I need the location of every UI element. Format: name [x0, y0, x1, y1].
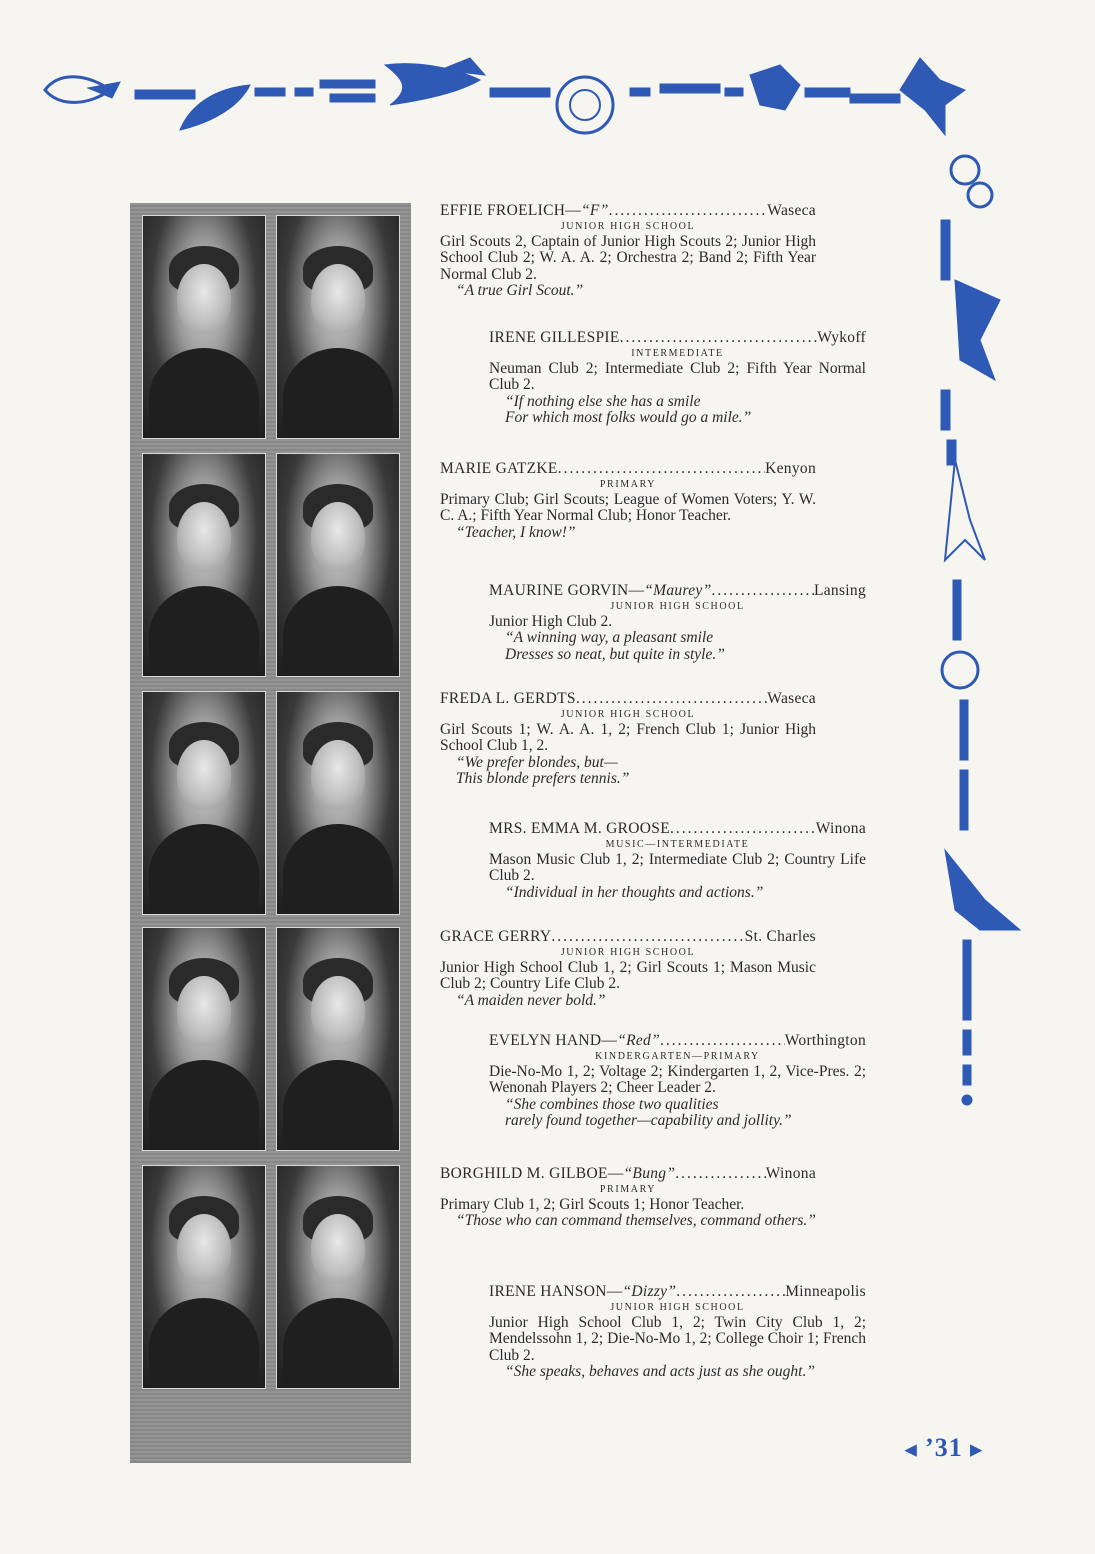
student-nickname: “F”	[581, 202, 609, 219]
portrait-photo	[276, 453, 400, 677]
portrait-photo	[276, 215, 400, 439]
student-hometown: Waseca	[767, 202, 816, 219]
student-quote: “Individual in her thoughts and actions.”	[505, 883, 764, 901]
student-quote: “If nothing else she has a smile For which most folks would go a mile.”	[505, 392, 752, 426]
student-department: JUNIOR HIGH SCHOOL	[610, 1301, 745, 1313]
student-name: BORGHILD M. GILBOE—	[440, 1165, 624, 1182]
student-name: IRENE HANSON—	[489, 1283, 623, 1300]
student-activities: Die-No-Mo 1, 2; Voltage 2; Kindergarten 1, 2, Vice-Pres. 2; Wenonah Players 2; Cheer Leader 2.	[489, 1062, 866, 1096]
student-entry	[440, 691, 816, 788]
student-activities: Girl Scouts 1; W. A. A. 1, 2; French Club 1; Junior High School Club 1, 2.	[440, 720, 816, 754]
student-department: KINDERGARTEN—PRIMARY	[595, 1050, 760, 1062]
student-entry	[489, 1033, 866, 1130]
student-department: JUNIOR HIGH SCHOOL	[560, 220, 696, 232]
portrait-photo	[276, 691, 400, 915]
photo-panel	[130, 203, 411, 1463]
student-quote: “She speaks, behaves and acts just as she ought.”	[505, 1363, 815, 1380]
portrait-photo	[142, 691, 266, 915]
student-activities: Junior High School Club 1, 2; Twin City Club 1, 2; Mendelssohn 1, 2; Die-No-Mo 1, 2; College Choir 1; French Club 2.	[489, 1313, 866, 1364]
student-activities: Junior High School Club 1, 2; Girl Scouts 1; Mason Music Club 2; Country Life Club 2.	[440, 958, 816, 992]
student-quote: “Those who can command themselves, command others.”	[456, 1212, 816, 1229]
student-name: GRACE GERRY	[440, 928, 552, 945]
student-activities: Primary Club 1, 2; Girl Scouts 1; Honor Teacher.	[440, 1195, 745, 1213]
student-hometown: Worthington	[784, 1032, 866, 1049]
student-quote: “A maiden never bold.”	[456, 991, 606, 1009]
decorative-top-border	[40, 50, 1040, 160]
student-nickname: “Maurey”	[644, 582, 712, 599]
student-name: MARIE GATZKE	[440, 460, 558, 477]
student-department: INTERMEDIATE	[631, 347, 724, 359]
portrait-photo	[276, 927, 400, 1151]
student-hometown: Winona	[765, 1165, 816, 1182]
decorative-right-border	[925, 140, 1035, 1180]
student-hometown: Kenyon	[765, 460, 816, 477]
student-name: MAURINE GORVIN—	[489, 582, 645, 599]
student-entry	[440, 929, 816, 1009]
student-hometown: Waseca	[767, 690, 816, 707]
student-department: PRIMARY	[599, 1183, 657, 1195]
portrait-photo	[276, 1165, 400, 1389]
student-name: IRENE GILLESPIE	[489, 329, 620, 346]
student-entry	[440, 461, 816, 541]
student-hometown: Lansing	[813, 582, 866, 599]
student-department: JUNIOR HIGH SCHOOL	[610, 600, 745, 612]
student-activities: Girl Scouts 2, Captain of Junior High Scouts 2; Junior High School Club 2; W. A. A. 2; Orchestra 2; Band 2; Fifth Year Normal Club 2.	[440, 232, 816, 283]
student-department: MUSIC—INTERMEDIATE	[605, 838, 750, 850]
student-hometown: Winona	[815, 820, 866, 837]
portrait-photo	[142, 927, 266, 1151]
student-quote: “Teacher, I know!”	[456, 523, 576, 541]
student-quote: “A winning way, a pleasant smile Dresses so neat, but quite in style.”	[505, 629, 725, 663]
student-quote: “A true Girl Scout.”	[456, 282, 584, 299]
student-name: EFFIE FROELICH—	[440, 202, 581, 219]
student-name: EVELYN HAND—	[489, 1032, 618, 1049]
student-activities: Mason Music Club 1, 2; Intermediate Club 2; Country Life Club 2.	[489, 850, 866, 884]
page-number-text: ’31	[925, 1433, 963, 1462]
student-quote: “She combines those two qualities rarely found together—capability and jollity.”	[505, 1095, 792, 1129]
student-entry	[440, 203, 816, 300]
page-number	[905, 1433, 983, 1463]
student-hometown: Wykoff	[817, 329, 866, 346]
student-entry	[489, 1284, 866, 1381]
student-entry	[489, 583, 866, 663]
student-entry	[440, 1166, 816, 1230]
student-entry	[489, 330, 866, 427]
left-ornament-icon: ◀	[905, 1442, 918, 1459]
student-name: MRS. EMMA M. GROOSE	[489, 820, 670, 837]
student-department: JUNIOR HIGH SCHOOL	[560, 708, 696, 720]
portrait-photo	[142, 453, 266, 677]
student-entry	[489, 821, 866, 901]
student-quote: “We prefer blondes, but— This blonde prefers tennis.”	[456, 753, 630, 787]
student-activities: Neuman Club 2; Intermediate Club 2; Fifth Year Normal Club 2.	[489, 359, 866, 393]
portrait-photo	[142, 1165, 266, 1389]
student-activities: Primary Club; Girl Scouts; League of Women Voters; Y. W. C. A.; Fifth Year Normal Club; Honor Teacher.	[440, 490, 816, 524]
student-nickname: “Dizzy”	[622, 1283, 677, 1300]
student-nickname: “Bung”	[623, 1165, 676, 1182]
student-department: JUNIOR HIGH SCHOOL	[560, 946, 696, 958]
student-activities: Junior High Club 2.	[489, 612, 613, 630]
student-hometown: St. Charles	[744, 928, 816, 945]
student-hometown: Minneapolis	[785, 1283, 866, 1300]
portrait-photo	[142, 215, 266, 439]
right-ornament-icon: ▶	[970, 1442, 983, 1459]
student-name: FREDA L. GERDTS	[440, 690, 576, 707]
student-department: PRIMARY	[599, 478, 657, 490]
student-nickname: “Red”	[617, 1032, 661, 1049]
